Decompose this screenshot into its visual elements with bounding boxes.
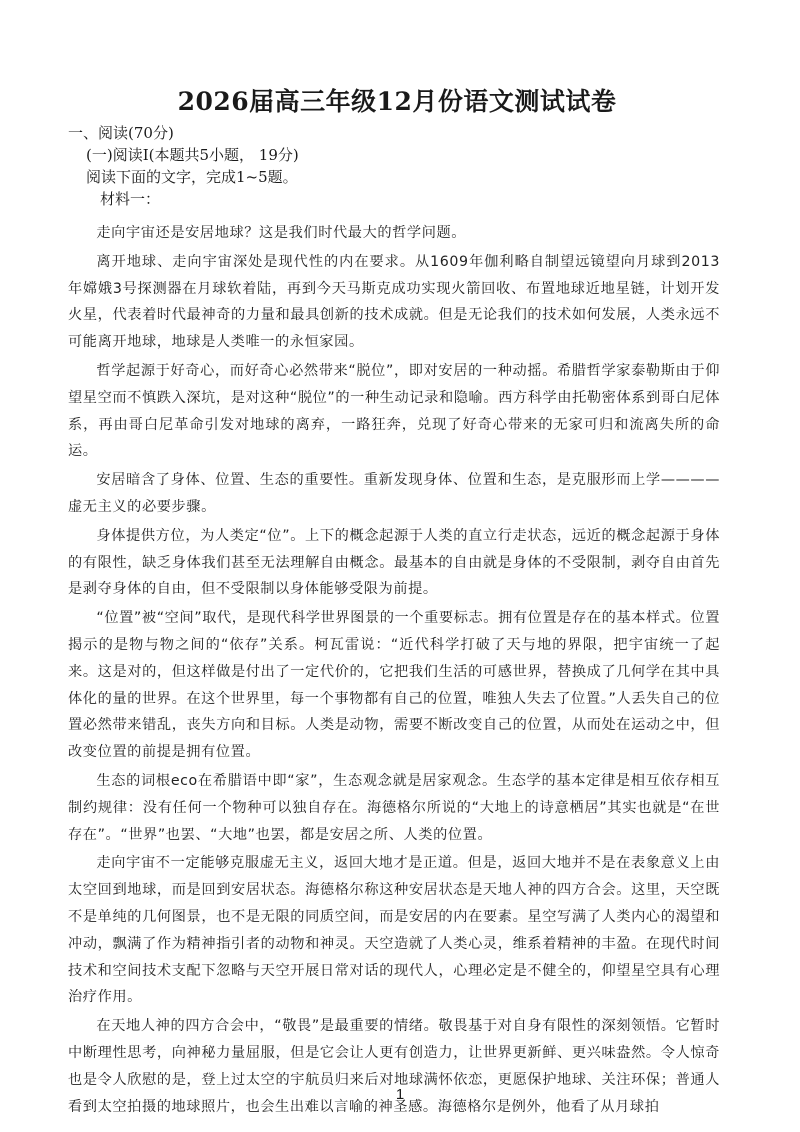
paragraph: 走向宇宙不一定能够克服虚无主义，返回大地才是正道。但是，返回大地并不是在表象意义上由太空回到地球，而是回到安居状态。海德格尔称这种安居状态是天地人神的四方合会。这里，天空既不是单纯的几何图景，也不是无限的同质空间，而是安居的内在要素。星空写满了人类内心的渴望和冲动，飘满了作为精神指引者的动物和神灵。天空造就了人类心灵，维系着精神的丰盈。在现代时间技术和空间技术支配下忽略与天空开展日常对话的现代人，心理必定是不健全的，仰望星空具有心理治疗作用。 xyxy=(68,855,720,1006)
instruction-text: 阅读下面的文字，完成1~5题。 xyxy=(86,168,298,186)
paragraph: 安居暗含了身体、位置、生态的重要性。重新发现身体、位置和生态，是克服形而上学————虚无主义的必要步骤。 xyxy=(68,472,720,515)
paragraph: 走向宇宙还是安居地球？这是我们时代最大的哲学问题。 xyxy=(96,225,467,241)
page-number: 1 xyxy=(395,1086,405,1103)
paragraph: 生态的词根eco在希腊语中即“家”，生态观念就是居家观念。生态学的基本定律是相互依存相互制约规律：没有任何一个物种可以独自存在。海德格尔所说的“大地上的诗意栖居”其实也就是“在世存在”。“世界”也罢、“大地”也罢，都是安居之所、人类的位置。 xyxy=(68,772,720,843)
paragraph: 身体提供方位，为人类定“位”。上下的概念起源于人类的直立行走状态，远近的概念起源于身体的有限性，缺乏身体我们甚至无法理解自由概念。最基本的自由就是身体的不受限制，剥夺自由首先是剥夺身体的自由，但不受限制以身体能够受限为前提。 xyxy=(68,527,720,598)
paragraph: 在天地人神的四方合会中，“敬畏”是最重要的情绪。敬畏基于对自身有限性的深刻领悟。它暂时中断理性思考，向神秘力量屈服，但是它会让人更有创造力，让世界更新鲜、更兴味盎然。令人惊奇也是令人欣慰的是，登上过太空的宇航员归来后对地球满怀依恋，更愿保护地球、关注环保；普通人看到太空拍摄的地球照片，也会生出难以言喻的神圣感。海德格尔是例外，他看了从月球拍 xyxy=(68,1018,720,1115)
subsection-heading: (一)阅读Ⅰ(本题共5小题， 19分) xyxy=(86,146,299,164)
paragraph: 离开地球、走向宇宙深处是现代性的内在要求。从1609年伽利略自制望远镜望向月球到2013年嫦娥3号探测器在月球软着陆，再到今天马斯克成功实现火箭回收、布置地球近地星链，计划开发火星，代表着时代最神奇的力量和最具创新的技术成就。但是无论我们的技术如何发展，人类永远不可能离开地球，地球是人类唯一的永恒家园。 xyxy=(68,253,720,351)
paragraph: “位置”被“空间”取代，是现代科学世界图景的一个重要标志。拥有位置是存在的基本样式。位置揭示的是物与物之间的“依存”关系。柯瓦雷说：“近代科学打破了天与地的界限，把宇宙统一了起来。这是对的，但这样做是付出了一定代价的，它把我们生活的可感世界，替换成了几何学在其中具体化的量的世界。在这个世界里，每一个事物都有自己的位置，唯独人失去了位置。”人丢失自己的位置必然带来错乱，丧失方向和目标。人类是动物，需要不断改变自己的位置，从而处在运动之中，但改变位置的前提是拥有位置。 xyxy=(68,610,720,761)
article-body xyxy=(68,220,720,1120)
paragraph: 哲学起源于好奇心，而好奇心必然带来“脱位”，即对安居的一种动摇。希腊哲学家泰勒斯由于仰望星空而不慎跌入深坑，是对这种“脱位”的一种生动记录和隐喻。西方科学由托勒密体系到哥白尼体系，再由哥白尼革命引发对地球的离弃，一路狂奔，兑现了好奇心带来的无家可归和流离失所的命运。 xyxy=(68,362,720,460)
material-label: 材料一： xyxy=(100,190,161,208)
exam-title: 2026届高三年级12月份语文测试试卷 xyxy=(177,87,617,116)
section-heading: 一、阅读(70分) xyxy=(68,124,174,142)
